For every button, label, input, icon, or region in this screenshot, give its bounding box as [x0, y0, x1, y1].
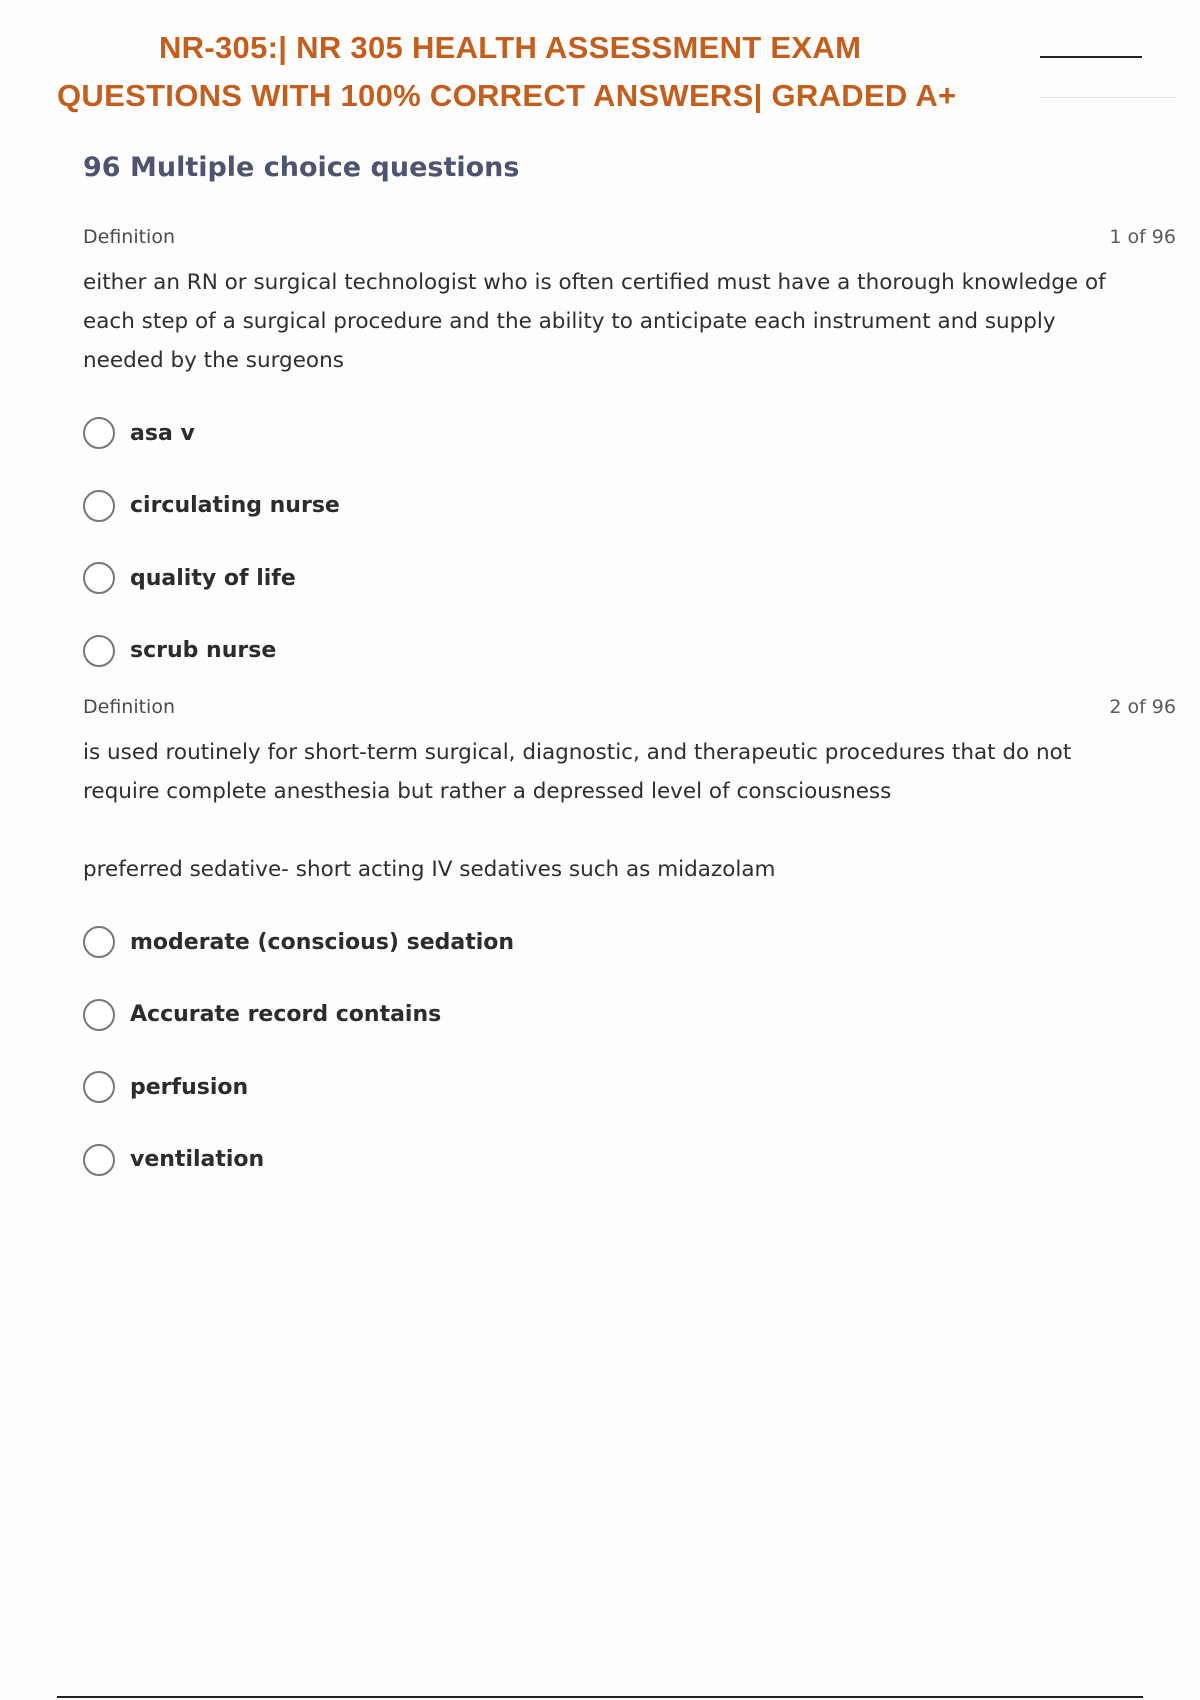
- answer-option[interactable]: [83, 1124, 1176, 1197]
- question-card: [83, 226, 1176, 687]
- answer-option[interactable]: [83, 979, 1176, 1052]
- answer-option[interactable]: [83, 397, 1176, 470]
- question-text: either an RN or surgical technologist who is often certified must have a thorough knowledge of each step of a surgical procedure and the ability to anticipate each instrument and supply needed by the surgeons: [83, 270, 1106, 373]
- radio-button[interactable]: [83, 490, 115, 522]
- radio-button[interactable]: [83, 562, 115, 594]
- radio-button[interactable]: [83, 926, 115, 958]
- header-rule: [1040, 56, 1142, 58]
- document-title-line-1: NR-305:| NR 305 HEALTH ASSESSMENT EXAM: [159, 30, 862, 65]
- question-count-heading: 96 Multiple choice questions: [83, 152, 520, 183]
- footer-rule: [57, 1696, 1143, 1698]
- answer-option[interactable]: [83, 470, 1176, 543]
- radio-button[interactable]: [83, 1144, 115, 1176]
- header-rule-light: [1040, 97, 1176, 98]
- answer-option-label: quality of life: [130, 565, 296, 591]
- answer-option[interactable]: [83, 615, 1176, 688]
- answer-option[interactable]: [83, 906, 1176, 979]
- question-card: [83, 696, 1176, 1196]
- radio-button[interactable]: [83, 999, 115, 1031]
- question-extra-text: preferred sedative- short acting IV sedatives such as midazolam: [83, 857, 776, 882]
- answer-option[interactable]: [83, 542, 1176, 615]
- question-text: is used routinely for short-term surgical, diagnostic, and therapeutic procedures that do not require complete anesthesia but rather a depressed level of consciousness: [83, 740, 1072, 804]
- answer-options: [83, 906, 1176, 1196]
- answer-option[interactable]: [83, 1051, 1176, 1124]
- answer-options: [83, 397, 1176, 687]
- answer-option-label: scrub nurse: [130, 638, 277, 664]
- answer-option-label: ventilation: [130, 1147, 265, 1173]
- answer-option-label: moderate (conscious) sedation: [130, 929, 515, 955]
- radio-button[interactable]: [83, 635, 115, 667]
- question-type-label: Definition: [83, 226, 176, 248]
- answer-option-label: circulating nurse: [130, 493, 340, 519]
- answer-option-label: perfusion: [130, 1074, 249, 1100]
- document-title-line-2: QUESTIONS WITH 100% CORRECT ANSWERS| GRADED A+: [57, 78, 957, 113]
- question-counter: 1 of 96: [1109, 226, 1176, 248]
- radio-button[interactable]: [83, 417, 115, 449]
- question-counter: 2 of 96: [1109, 696, 1176, 718]
- answer-option-label: asa v: [130, 420, 195, 446]
- answer-option-label: Accurate record contains: [130, 1002, 442, 1028]
- question-type-label: Definition: [83, 696, 176, 718]
- radio-button[interactable]: [83, 1071, 115, 1103]
